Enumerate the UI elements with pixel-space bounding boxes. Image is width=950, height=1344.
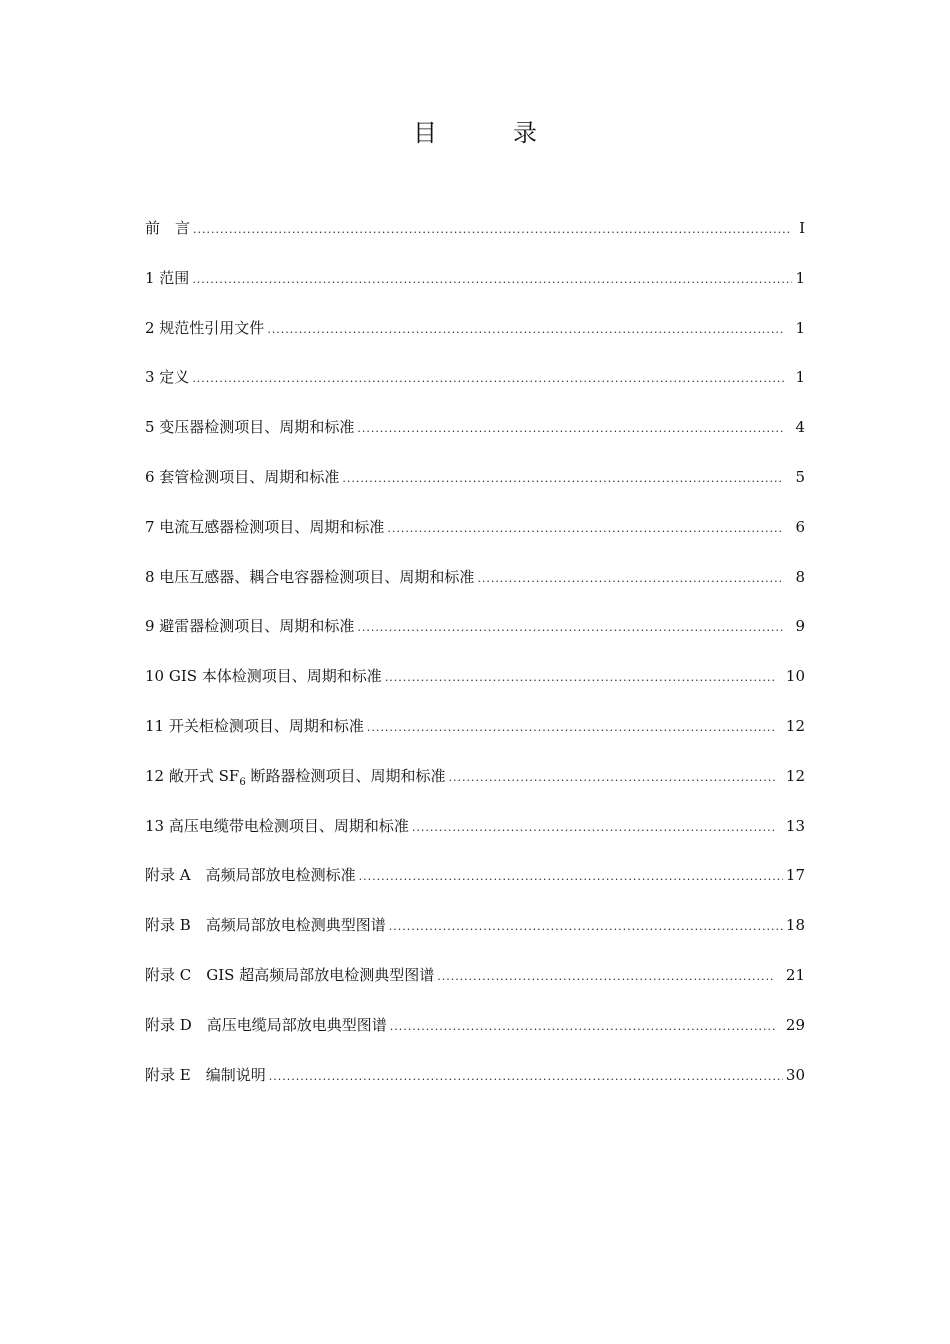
toc-entry-title: 11 开关柜检测项目、周期和标准 — [145, 716, 364, 735]
toc-dot-leader — [269, 1063, 783, 1091]
toc-entry-hv-cable[interactable] — [145, 812, 805, 862]
toc-entry-current-transformer[interactable] — [145, 513, 805, 563]
toc-entry-title-subscript: 6 — [239, 776, 246, 788]
toc-entry-page: 17 — [785, 866, 805, 885]
toc-dot-leader — [193, 216, 792, 244]
toc-entry-page: 4 — [795, 418, 805, 437]
toc-entry-page: 8 — [795, 567, 805, 586]
toc-entry-page: 10 — [785, 667, 805, 686]
toc-dot-leader — [412, 814, 775, 842]
toc-entry-definitions[interactable] — [145, 363, 805, 413]
toc-entry-title: 附录 A 高频局部放电检测标准 — [145, 866, 356, 885]
toc-entry-transformer[interactable] — [145, 413, 805, 463]
toc-entry-surge-arrester[interactable] — [145, 612, 805, 662]
toc-entry-page: 1 — [795, 368, 805, 387]
toc-entry-normative-references[interactable] — [145, 314, 805, 364]
toc-entry-page: 6 — [795, 517, 805, 536]
toc-entry-title — [145, 762, 445, 797]
toc-entry-appendix-c[interactable] — [145, 961, 805, 1011]
toc-dot-leader — [387, 515, 784, 543]
page-title: 目 录 — [413, 119, 563, 147]
toc-entry-page: 1 — [795, 318, 805, 337]
toc-entry-gis-body[interactable] — [145, 662, 805, 712]
toc-entry-page: I — [799, 219, 805, 237]
toc-dot-leader — [192, 365, 784, 393]
toc-dot-leader — [437, 963, 775, 991]
toc-dot-leader — [367, 714, 775, 742]
toc-dot-leader — [477, 565, 784, 593]
toc-dot-leader — [267, 316, 784, 344]
toc-dot-leader — [192, 266, 792, 294]
toc-entry-title: 5 变压器检测项目、周期和标准 — [145, 418, 355, 437]
toc-entry-title: 3 定义 — [145, 368, 190, 387]
toc-entry-title: 附录 C GIS 超高频局部放电检测典型图谱 — [145, 965, 435, 984]
toc-entry-scope[interactable] — [145, 264, 805, 314]
toc-entry-page: 12 — [785, 766, 805, 785]
toc-entry-title: 6 套管检测项目、周期和标准 — [145, 467, 340, 486]
toc-entry-page: 13 — [785, 816, 805, 835]
toc-entry-page: 12 — [785, 716, 805, 735]
toc-entry-sf6-breaker[interactable] — [145, 762, 805, 812]
toc-entry-page: 21 — [785, 965, 805, 984]
toc-entry-title: 2 规范性引用文件 — [145, 318, 265, 337]
table-of-contents — [145, 214, 805, 1110]
toc-dot-leader — [448, 764, 774, 792]
toc-entry-appendix-a[interactable] — [145, 861, 805, 911]
toc-dot-leader — [389, 913, 783, 941]
toc-entry-title-prefix: 12 敞开式 SF — [145, 766, 240, 785]
toc-entry-page: 5 — [795, 467, 805, 486]
toc-entry-title: 13 高压电缆带电检测项目、周期和标准 — [145, 816, 409, 835]
toc-dot-leader — [390, 1013, 775, 1041]
toc-entry-title: 9 避雷器检测项目、周期和标准 — [145, 617, 355, 636]
toc-entry-title-suffix: 断路器检测项目、周期和标准 — [245, 766, 446, 785]
toc-entry-appendix-b[interactable] — [145, 911, 805, 961]
toc-entry-title: 附录 D 高压电缆局部放电典型图谱 — [145, 1015, 387, 1034]
toc-entry-page: 29 — [785, 1015, 805, 1034]
toc-dot-leader — [359, 863, 783, 891]
toc-dot-leader — [342, 465, 784, 493]
toc-entry-title: 附录 B 高频局部放电检测典型图谱 — [145, 916, 386, 935]
toc-entry-appendix-d[interactable] — [145, 1011, 805, 1061]
toc-entry-page: 30 — [785, 1065, 805, 1084]
toc-entry-appendix-e[interactable] — [145, 1061, 805, 1111]
toc-dot-leader — [385, 664, 775, 692]
toc-entry-title: 附录 E 编制说明 — [145, 1065, 266, 1084]
toc-entry-page: 9 — [795, 617, 805, 636]
toc-entry-bushing[interactable] — [145, 463, 805, 513]
toc-entry-title: 8 电压互感器、耦合电容器检测项目、周期和标准 — [145, 567, 475, 586]
toc-entry-title: 前 言 — [145, 219, 191, 237]
toc-entry-page: 18 — [785, 916, 805, 935]
toc-entry-voltage-transformer[interactable] — [145, 563, 805, 613]
toc-entry-switchgear[interactable] — [145, 712, 805, 762]
toc-entry-title: 10 GIS 本体检测项目、周期和标准 — [145, 667, 382, 686]
toc-entry-foreword[interactable] — [145, 214, 805, 264]
toc-entry-page: 1 — [795, 268, 805, 287]
toc-entry-title: 1 范围 — [145, 268, 190, 287]
toc-dot-leader — [357, 415, 784, 443]
toc-entry-title: 7 电流互感器检测项目、周期和标准 — [145, 517, 385, 536]
toc-dot-leader — [357, 614, 784, 642]
